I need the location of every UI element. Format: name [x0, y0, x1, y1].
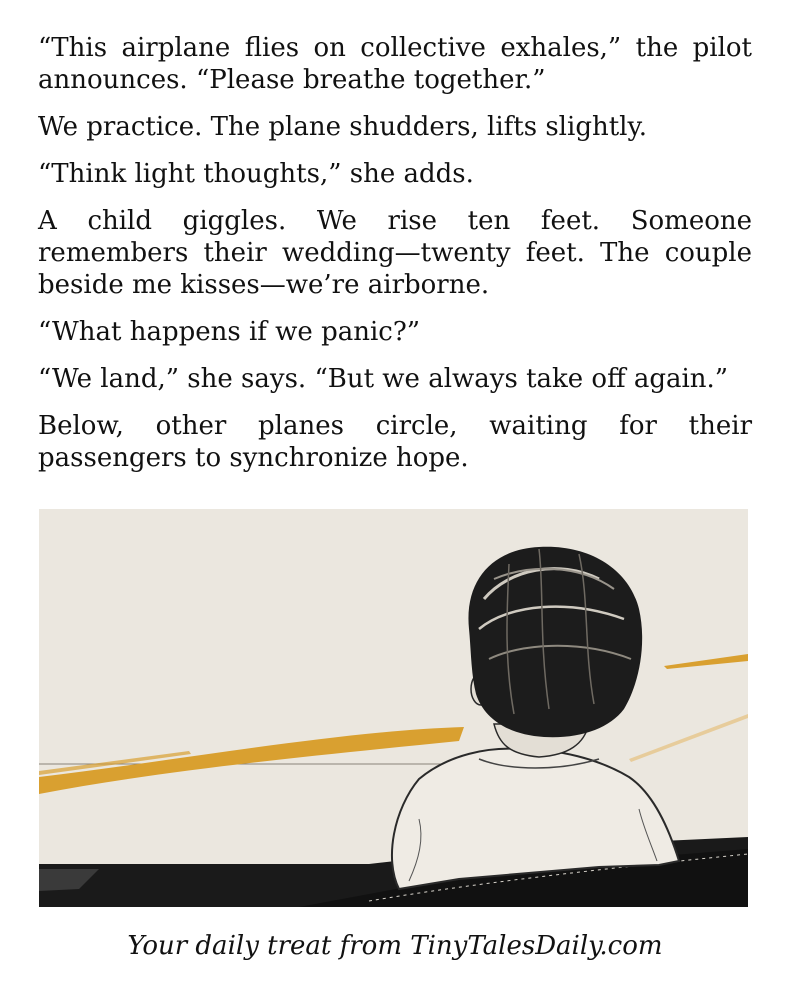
story-paragraph: A child giggles. We rise ten feet. Someone remembers their wedding—twenty feet. The couple beside me kisses—we’re airborne. [38, 206, 752, 300]
story-text [38, 32, 752, 489]
story-paragraph: Below, other planes circle, waiting for their passengers to synchronize hope. [38, 411, 752, 473]
gold-streak-faint [629, 714, 748, 762]
story-paragraph: “We land,” she says. “But we always take off again.” [38, 364, 729, 394]
story-illustration [39, 509, 748, 907]
story-paragraph: “What happens if we panic?” [38, 317, 421, 347]
story-paragraph: “Think light thoughts,” she adds. [38, 159, 474, 189]
story-paragraph: “This airplane flies on collective exhales,” the pilot announces. “Please breathe together.” [38, 33, 752, 95]
child-illustration-svg [39, 509, 748, 907]
gold-streak-left [39, 727, 464, 794]
child-hair [468, 547, 642, 737]
gold-streak-right [664, 654, 748, 669]
footer-tagline: Your daily treat from TinyTalesDaily.com [127, 931, 663, 961]
story-paragraph: We practice. The plane shudders, lifts slightly. [38, 112, 647, 142]
